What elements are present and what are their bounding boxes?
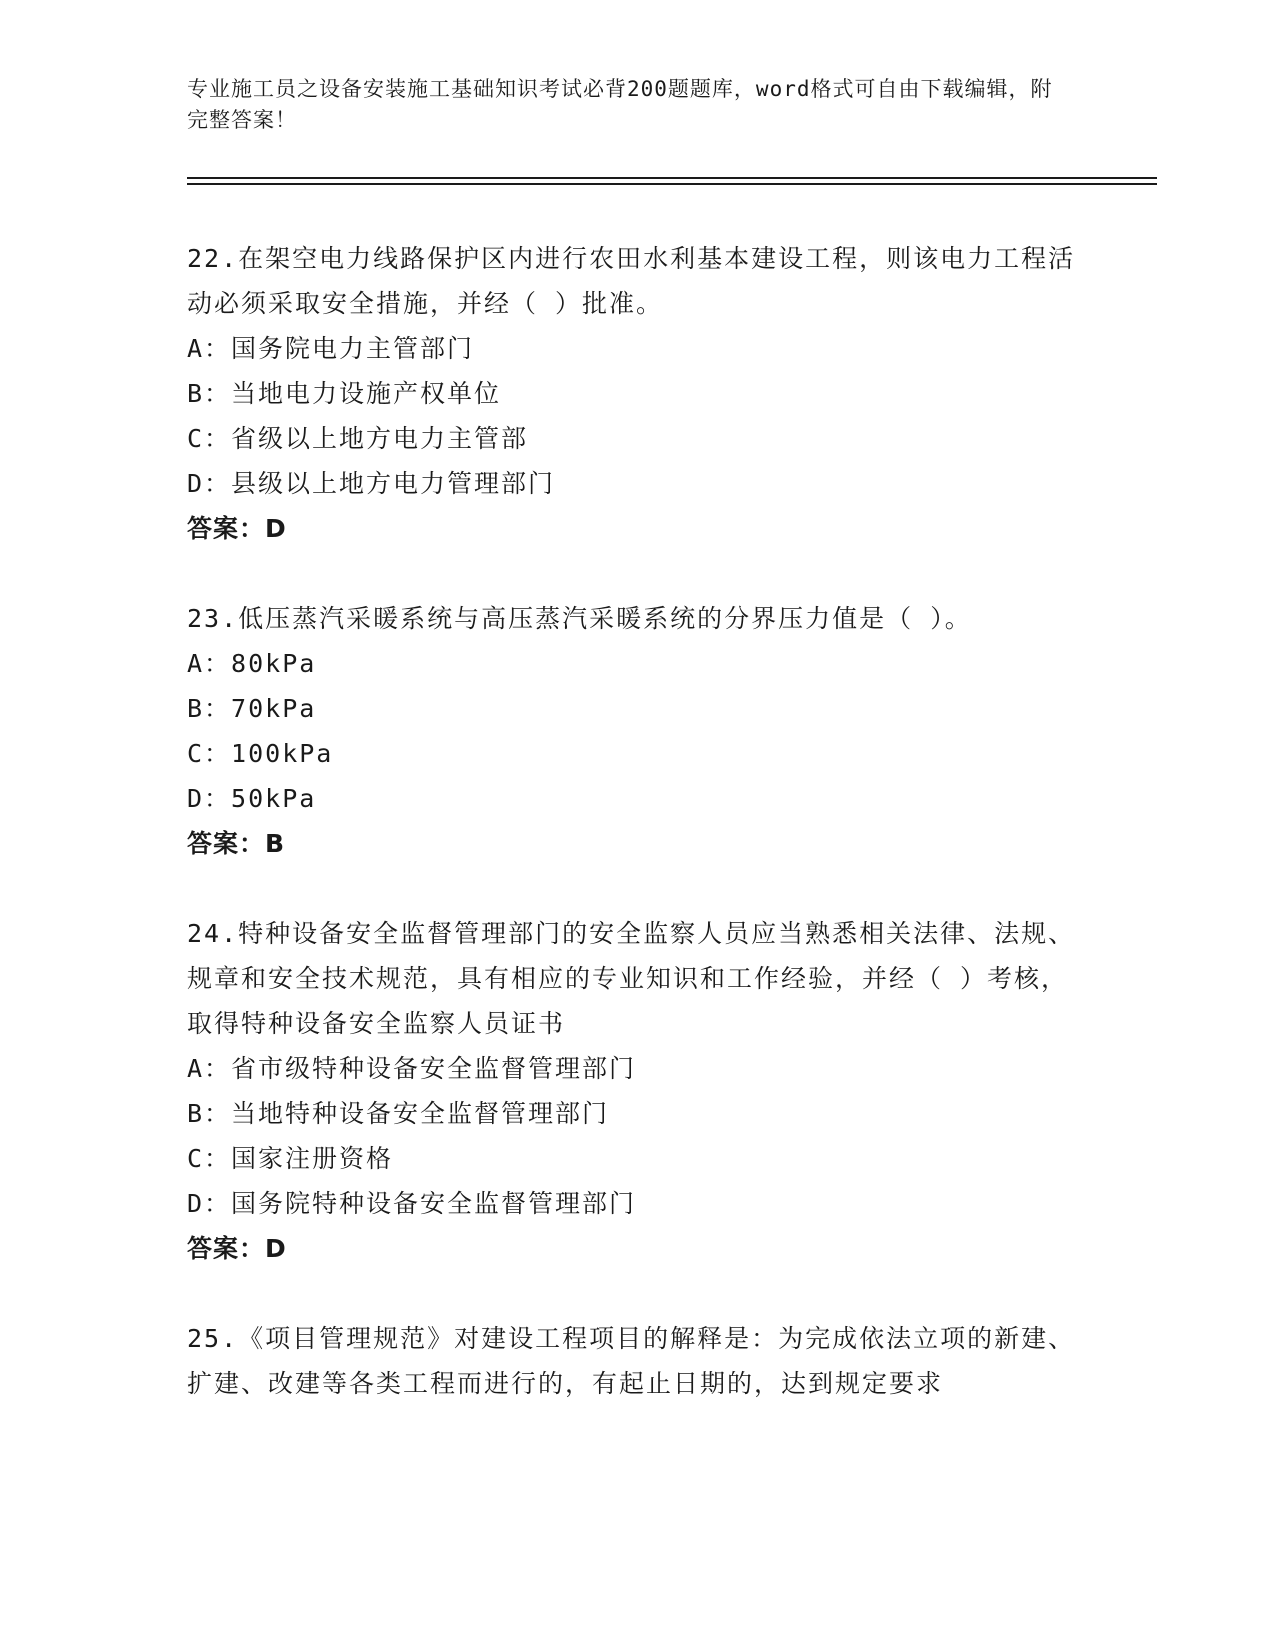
question-25 (187, 1316, 1077, 1406)
question-stem: 23.低压蒸汽采暖系统与高压蒸汽采暖系统的分界压力值是（ ）。 (187, 604, 972, 633)
option-a: A：省市级特种设备安全监督管理部门 (187, 1054, 637, 1083)
question-stem: 25.《项目管理规范》对建设工程项目的解释是：为完成依法立项的新建、扩建、改建等各类工程而进行的，有起止日期的，达到规定要求 (187, 1324, 1076, 1398)
option-a: A：80kPa (187, 649, 317, 678)
page-header: 专业施工员之设备安装施工基础知识考试必背200题题库，word格式可自由下载编辑，附完整答案！ (187, 77, 1053, 132)
question-stem: 24.特种设备安全监督管理部门的安全监察人员应当熟悉相关法律、法规、规章和安全技术规范，具有相应的专业知识和工作经验，并经（ ）考核，取得特种设备安全监察人员证书 (187, 919, 1076, 1038)
question-stem: 22.在架空电力线路保护区内进行农田水利基本建设工程，则该电力工程活动必须采取安全措施，并经（ ）批准。 (187, 244, 1076, 318)
option-b: B：70kPa (187, 694, 317, 723)
option-d: D：50kPa (187, 784, 317, 813)
answer: 答案：B (187, 829, 286, 858)
header-rule-bottom (187, 183, 1157, 185)
option-b: B：当地电力设施产权单位 (187, 379, 502, 408)
question-23 (187, 596, 1077, 866)
option-d: D：县级以上地方电力管理部门 (187, 469, 556, 498)
question-24 (187, 911, 1077, 1271)
option-c: C：100kPa (187, 739, 334, 768)
question-list (187, 236, 1077, 1406)
option-a: A：国务院电力主管部门 (187, 334, 475, 363)
option-c: C：省级以上地方电力主管部 (187, 424, 529, 453)
question-22 (187, 236, 1077, 551)
header-rule-top (187, 177, 1157, 179)
option-c: C：国家注册资格 (187, 1144, 394, 1173)
option-b: B：当地特种设备安全监督管理部门 (187, 1099, 610, 1128)
answer: 答案：D (187, 514, 287, 543)
answer: 答案：D (187, 1234, 287, 1263)
option-d: D：国务院特种设备安全监督管理部门 (187, 1189, 637, 1218)
